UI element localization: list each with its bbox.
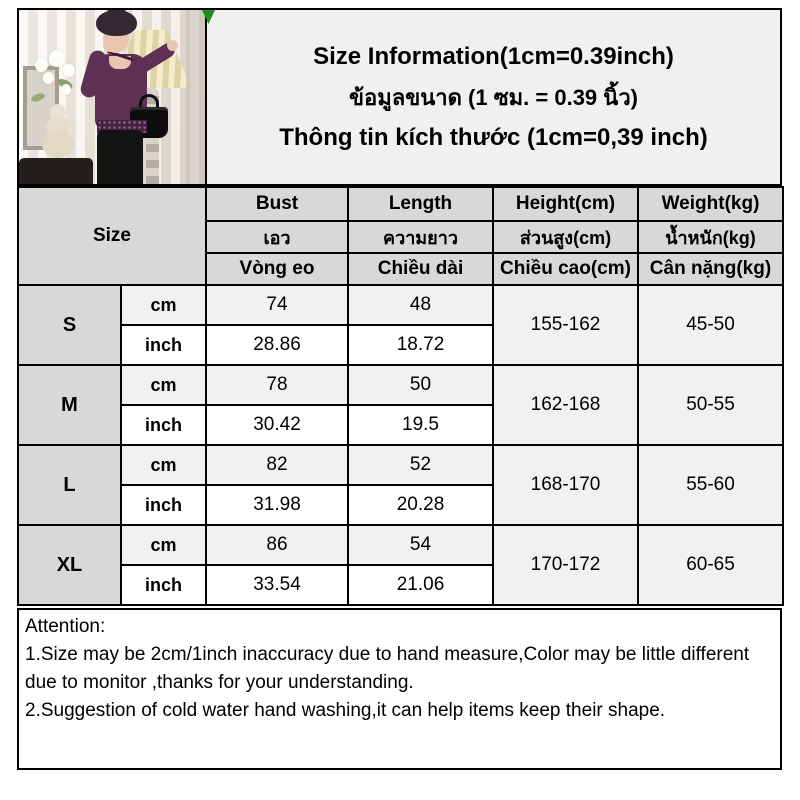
photo-flower bbox=[61, 84, 71, 95]
unit-cm-cell: cm bbox=[121, 525, 206, 565]
length-cm-cell: 48 bbox=[348, 285, 493, 325]
photo-flower bbox=[43, 72, 54, 84]
col-header-length-vi: Chiều dài bbox=[348, 253, 493, 285]
size-chart-sheet bbox=[17, 8, 782, 770]
length-inch-cell: 18.72 bbox=[348, 325, 493, 365]
length-cm-cell: 50 bbox=[348, 365, 493, 405]
table-row-s-cm bbox=[18, 285, 783, 325]
unit-cm-cell: cm bbox=[121, 365, 206, 405]
col-header-weight: Weight(kg) bbox=[638, 187, 783, 221]
height-range-cell: 155-162 bbox=[493, 285, 638, 365]
length-cm-cell: 54 bbox=[348, 525, 493, 565]
length-inch-cell: 20.28 bbox=[348, 485, 493, 525]
title-vietnamese: Thông tin kích thước (1cm=0,39 inch) bbox=[279, 123, 708, 151]
unit-inch-cell: inch bbox=[121, 325, 206, 365]
table-row-m-cm bbox=[18, 365, 783, 405]
col-header-bust-th: เอว bbox=[206, 221, 348, 253]
top-section bbox=[17, 8, 782, 186]
height-range-cell: 162-168 bbox=[493, 365, 638, 445]
col-header-bust-vi: Vòng eo bbox=[206, 253, 348, 285]
photo-flower bbox=[63, 64, 75, 77]
size-cell-xl: XL bbox=[18, 525, 121, 605]
photo-curtain-fold bbox=[186, 10, 207, 184]
bust-inch-cell: 30.42 bbox=[206, 405, 348, 445]
col-header-bust: Bust bbox=[206, 187, 348, 221]
size-header-cell: Size bbox=[18, 187, 206, 285]
size-info-header bbox=[207, 10, 780, 184]
unit-cm-cell: cm bbox=[121, 285, 206, 325]
weight-range-cell: 60-65 bbox=[638, 525, 783, 605]
col-header-length-th: ความยาว bbox=[348, 221, 493, 253]
photo-furniture bbox=[19, 158, 93, 184]
unit-inch-cell: inch bbox=[121, 485, 206, 525]
bust-cm-cell: 82 bbox=[206, 445, 348, 485]
attention-title: Attention: bbox=[25, 616, 106, 637]
weight-range-cell: 50-55 bbox=[638, 365, 783, 445]
attention-line-1: 1.Size may be 2cm/1inch inaccuracy due to hand measure,Color may be little different bbox=[25, 644, 750, 665]
length-cm-cell: 52 bbox=[348, 445, 493, 485]
table-row-l-cm bbox=[18, 445, 783, 485]
product-photo bbox=[19, 10, 207, 184]
size-cell-l: L bbox=[18, 445, 121, 525]
weight-range-cell: 45-50 bbox=[638, 285, 783, 365]
unit-inch-cell: inch bbox=[121, 565, 206, 605]
length-inch-cell: 21.06 bbox=[348, 565, 493, 605]
bust-cm-cell: 86 bbox=[206, 525, 348, 565]
attention-line-3: 2.Suggestion of cold water hand washing,it can help items keep their shape. bbox=[25, 700, 666, 721]
unit-cm-cell: cm bbox=[121, 445, 206, 485]
green-corner-marker-icon bbox=[202, 10, 215, 24]
bust-inch-cell: 28.86 bbox=[206, 325, 348, 365]
height-range-cell: 170-172 bbox=[493, 525, 638, 605]
bust-cm-cell: 78 bbox=[206, 365, 348, 405]
col-header-length: Length bbox=[348, 187, 493, 221]
photo-flower bbox=[49, 50, 65, 67]
table-row-xl-cm bbox=[18, 525, 783, 565]
bust-inch-cell: 31.98 bbox=[206, 485, 348, 525]
title-thai: ข้อมูลขนาด (1 ซม. = 0.39 นิ้ว) bbox=[348, 84, 638, 110]
title-english: Size Information(1cm=0.39inch) bbox=[313, 42, 674, 70]
photo-vase bbox=[42, 131, 74, 158]
col-header-height: Height(cm) bbox=[493, 187, 638, 221]
length-inch-cell: 19.5 bbox=[348, 405, 493, 445]
attention-note bbox=[17, 608, 782, 770]
header-row-english bbox=[18, 187, 783, 221]
height-range-cell: 168-170 bbox=[493, 445, 638, 525]
size-table bbox=[17, 186, 784, 606]
attention-line-2: due to monitor ,thanks for your understanding. bbox=[25, 672, 414, 693]
col-header-height-th: ส่วนสูง(cm) bbox=[493, 221, 638, 253]
bust-inch-cell: 33.54 bbox=[206, 565, 348, 605]
photo-model-hand bbox=[167, 40, 178, 51]
col-header-height-vi: Chiều cao(cm) bbox=[493, 253, 638, 285]
size-cell-m: M bbox=[18, 365, 121, 445]
col-header-weight-vi: Cân nặng(kg) bbox=[638, 253, 783, 285]
size-cell-s: S bbox=[18, 285, 121, 365]
col-header-weight-th: น้ำหนัก(kg) bbox=[638, 221, 783, 253]
photo-flower bbox=[35, 58, 48, 72]
weight-range-cell: 55-60 bbox=[638, 445, 783, 525]
photo-model-pants bbox=[97, 130, 143, 184]
unit-inch-cell: inch bbox=[121, 405, 206, 445]
bust-cm-cell: 74 bbox=[206, 285, 348, 325]
